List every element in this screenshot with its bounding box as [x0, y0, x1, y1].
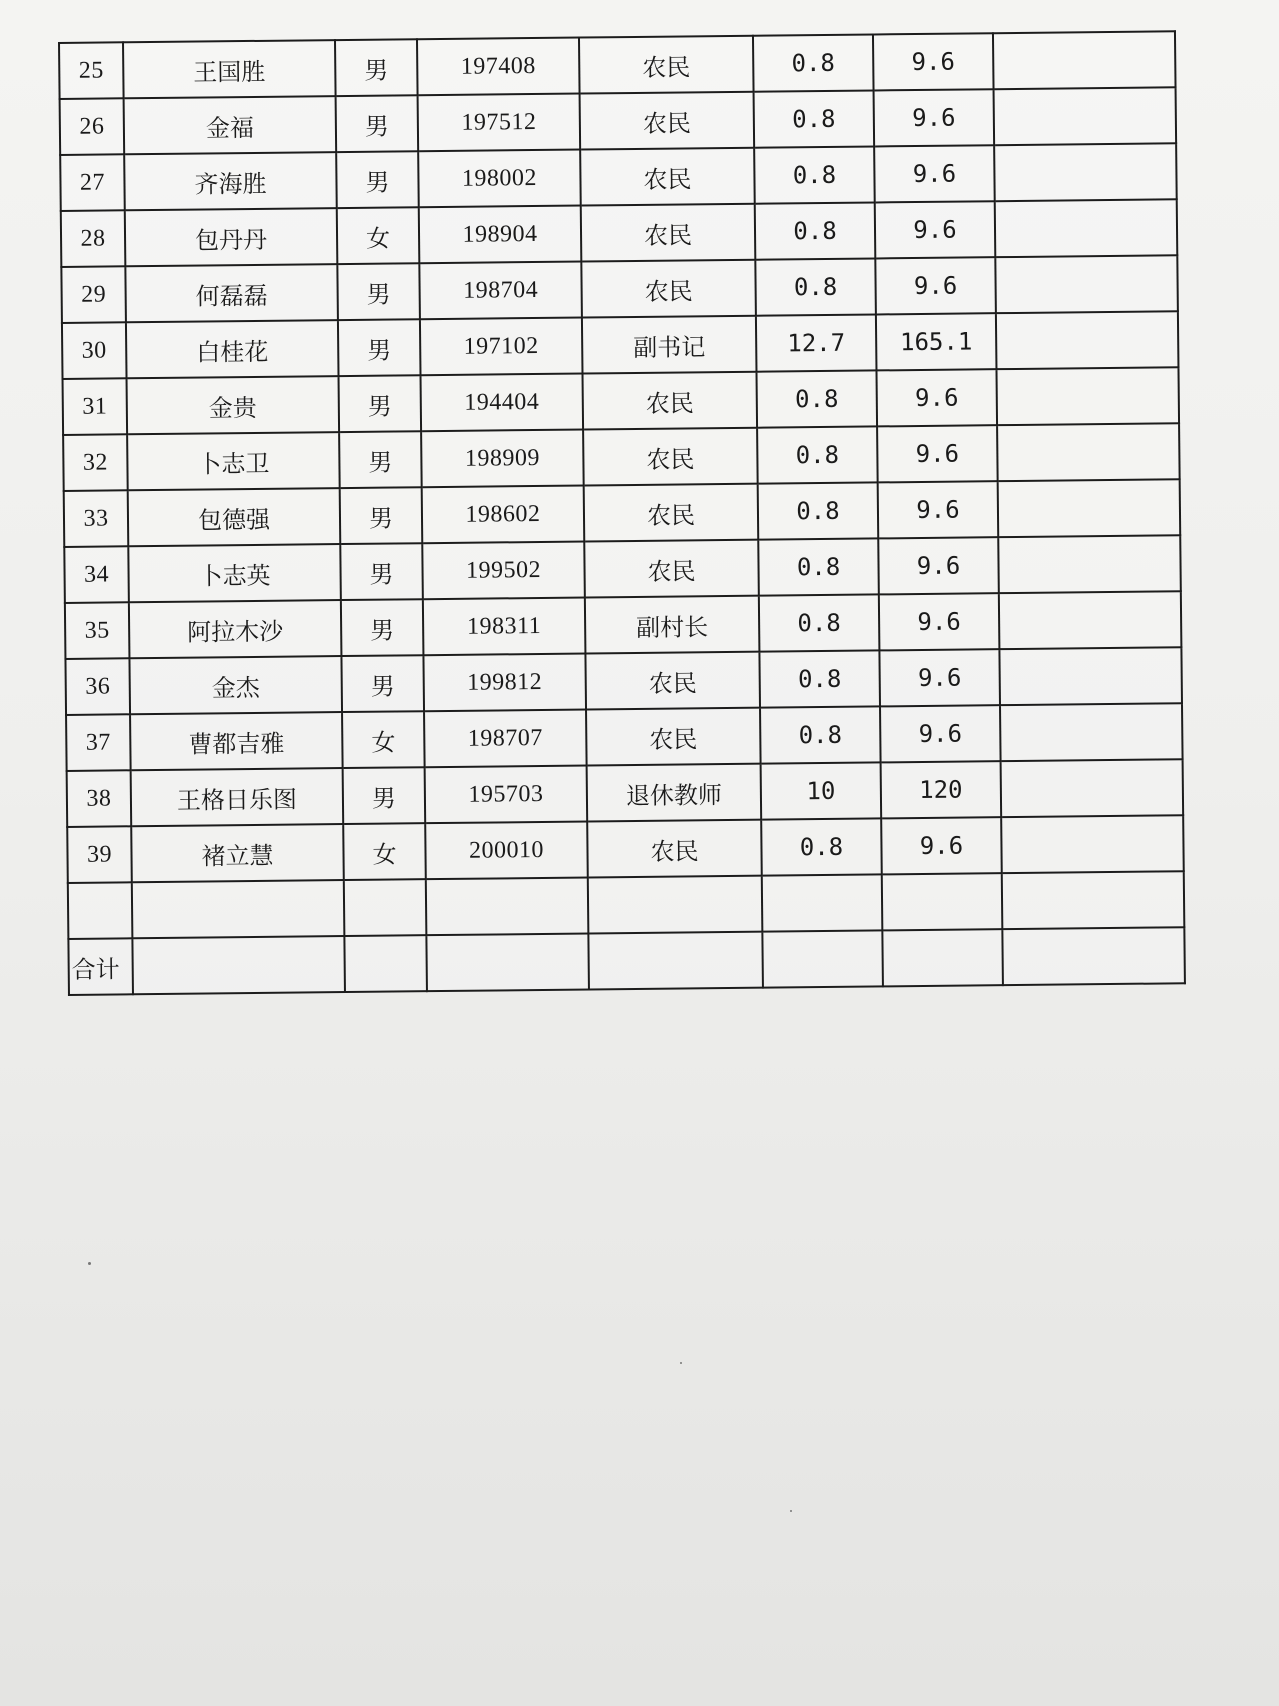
birth-date-cell: 194404	[421, 374, 584, 432]
name-cell: 包丹丹	[125, 208, 338, 266]
birth-date-cell: 199502	[422, 542, 585, 600]
occupation-cell: 农民	[581, 204, 756, 262]
gender-cell: 男	[336, 151, 419, 208]
value-a-cell: 0.8	[754, 146, 875, 203]
birth-date-cell: 198002	[418, 150, 581, 208]
value-a-cell	[762, 874, 883, 931]
gender-cell: 男	[340, 543, 423, 600]
value-b-cell: 9.6	[877, 425, 998, 482]
birth-date-cell	[426, 877, 589, 935]
row-number-cell: 28	[61, 210, 126, 267]
value-b-cell: 9.6	[880, 705, 1001, 762]
total-cell	[882, 929, 1003, 986]
value-b-cell: 9.6	[875, 257, 996, 314]
name-cell: 何磊磊	[125, 264, 338, 322]
birth-date-cell: 200010	[425, 822, 588, 880]
value-a-cell: 0.8	[754, 90, 875, 147]
occupation-cell: 农民	[584, 484, 759, 542]
value-b-cell: 9.6	[878, 537, 999, 594]
note-cell	[998, 535, 1181, 593]
total-cell	[588, 932, 763, 990]
value-a-cell: 0.8	[759, 594, 880, 651]
row-number-cell	[68, 882, 133, 939]
value-a-cell: 0.8	[760, 706, 881, 763]
value-b-cell	[882, 873, 1003, 930]
gender-cell: 女	[337, 207, 420, 264]
gender-cell: 女	[343, 823, 426, 880]
value-b-cell: 9.6	[874, 145, 995, 202]
gender-cell: 男	[338, 319, 421, 376]
occupation-cell: 农民	[584, 540, 759, 598]
occupation-cell: 农民	[579, 36, 754, 94]
value-a-cell: 0.8	[756, 370, 877, 427]
value-b-cell: 9.6	[879, 593, 1000, 650]
total-cell	[762, 930, 883, 987]
note-cell	[994, 87, 1177, 145]
row-number-cell: 37	[66, 714, 131, 771]
row-number-cell: 31	[63, 378, 128, 435]
row-number-cell: 39	[67, 826, 132, 883]
value-b-cell: 9.6	[879, 649, 1000, 706]
birth-date-cell: 197408	[417, 38, 580, 96]
row-number-cell: 27	[60, 154, 125, 211]
note-cell	[1001, 815, 1184, 873]
name-cell: 阿拉木沙	[129, 600, 342, 658]
note-cell	[999, 591, 1182, 649]
total-label: 合计	[68, 938, 133, 995]
name-cell: 金贵	[127, 376, 340, 434]
birth-date-cell: 197102	[420, 318, 583, 376]
gender-cell: 男	[336, 95, 419, 152]
value-b-cell: 9.6	[881, 817, 1002, 874]
name-cell: 卜志英	[128, 544, 341, 602]
occupation-cell: 退休教师	[587, 764, 762, 822]
occupation-cell: 副书记	[582, 316, 757, 374]
value-b-cell: 9.6	[878, 481, 999, 538]
note-cell	[997, 423, 1180, 481]
table-body	[59, 31, 1184, 939]
value-b-cell: 9.6	[876, 369, 997, 426]
gender-cell: 男	[343, 767, 426, 824]
row-number-cell: 33	[64, 490, 129, 547]
gender-cell	[344, 879, 427, 936]
name-cell: 齐海胜	[124, 152, 337, 210]
note-cell	[998, 479, 1181, 537]
occupation-cell: 农民	[580, 92, 755, 150]
note-cell	[996, 311, 1179, 369]
occupation-cell: 农民	[583, 372, 758, 430]
birth-date-cell: 198909	[421, 430, 584, 488]
value-b-cell: 120	[881, 761, 1002, 818]
row-number-cell: 36	[65, 658, 130, 715]
name-cell: 金福	[124, 96, 337, 154]
row-number-cell: 38	[67, 770, 132, 827]
name-cell: 曹都吉雅	[130, 712, 343, 770]
total-row	[68, 927, 1185, 995]
occupation-cell: 农民	[587, 820, 762, 878]
total-cell	[132, 936, 345, 994]
value-a-cell: 0.8	[758, 482, 879, 539]
paper-speck	[88, 1262, 91, 1265]
name-cell: 卜志卫	[127, 432, 340, 490]
birth-date-cell: 198311	[423, 598, 586, 656]
value-a-cell: 0.8	[755, 258, 876, 315]
value-a-cell: 0.8	[753, 34, 874, 91]
gender-cell: 男	[341, 599, 424, 656]
gender-cell: 男	[339, 431, 422, 488]
occupation-cell: 农民	[580, 148, 755, 206]
value-a-cell: 12.7	[756, 314, 877, 371]
name-cell: 白桂花	[126, 320, 339, 378]
value-a-cell: 0.8	[761, 818, 882, 875]
note-cell	[1000, 703, 1183, 761]
occupation-cell: 农民	[585, 652, 760, 710]
row-number-cell: 32	[63, 434, 128, 491]
note-cell	[1002, 871, 1185, 929]
gender-cell: 男	[339, 375, 422, 432]
total-cell	[426, 933, 589, 991]
row-number-cell: 35	[65, 602, 130, 659]
birth-date-cell: 197512	[418, 94, 581, 152]
birth-date-cell: 195703	[425, 766, 588, 824]
occupation-cell	[588, 876, 763, 934]
roster-table	[58, 30, 1186, 996]
value-a-cell: 0.8	[757, 426, 878, 483]
occupation-cell: 副村长	[585, 596, 760, 654]
note-cell	[993, 31, 1176, 89]
note-cell	[1001, 759, 1184, 817]
value-b-cell: 9.6	[875, 201, 996, 258]
value-a-cell: 0.8	[759, 650, 880, 707]
total-cell	[1002, 927, 1185, 985]
note-cell	[995, 199, 1178, 257]
name-cell: 褚立慧	[131, 824, 344, 882]
row-number-cell: 26	[60, 98, 125, 155]
note-cell	[996, 367, 1179, 425]
gender-cell: 男	[337, 263, 420, 320]
gender-cell: 男	[340, 487, 423, 544]
value-b-cell: 9.6	[873, 33, 994, 90]
gender-cell: 男	[335, 39, 418, 96]
value-b-cell: 165.1	[876, 313, 997, 370]
occupation-cell: 农民	[581, 260, 756, 318]
row-number-cell: 34	[64, 546, 129, 603]
value-a-cell: 0.8	[758, 538, 879, 595]
paper-speck	[680, 1362, 682, 1364]
note-cell	[995, 255, 1178, 313]
name-cell: 金杰	[129, 656, 342, 714]
value-a-cell: 0.8	[755, 202, 876, 259]
value-a-cell: 10	[761, 762, 882, 819]
note-cell	[994, 143, 1177, 201]
birth-date-cell: 198904	[419, 206, 582, 264]
occupation-cell: 农民	[586, 708, 761, 766]
row-number-cell: 30	[62, 322, 127, 379]
row-number-cell: 25	[59, 42, 124, 99]
gender-cell: 女	[342, 711, 425, 768]
gender-cell: 男	[341, 655, 424, 712]
note-cell	[999, 647, 1182, 705]
birth-date-cell: 198707	[424, 710, 587, 768]
name-cell: 包德强	[128, 488, 341, 546]
row-number-cell: 29	[61, 266, 126, 323]
birth-date-cell: 199812	[423, 654, 586, 712]
occupation-cell: 农民	[583, 428, 758, 486]
birth-date-cell: 198704	[419, 262, 582, 320]
birth-date-cell: 198602	[422, 486, 585, 544]
paper-speck	[790, 1510, 792, 1512]
name-cell	[132, 880, 345, 938]
name-cell: 王格日乐图	[131, 768, 344, 826]
value-b-cell: 9.6	[874, 89, 995, 146]
total-cell	[344, 935, 427, 992]
name-cell: 王国胜	[123, 40, 336, 98]
